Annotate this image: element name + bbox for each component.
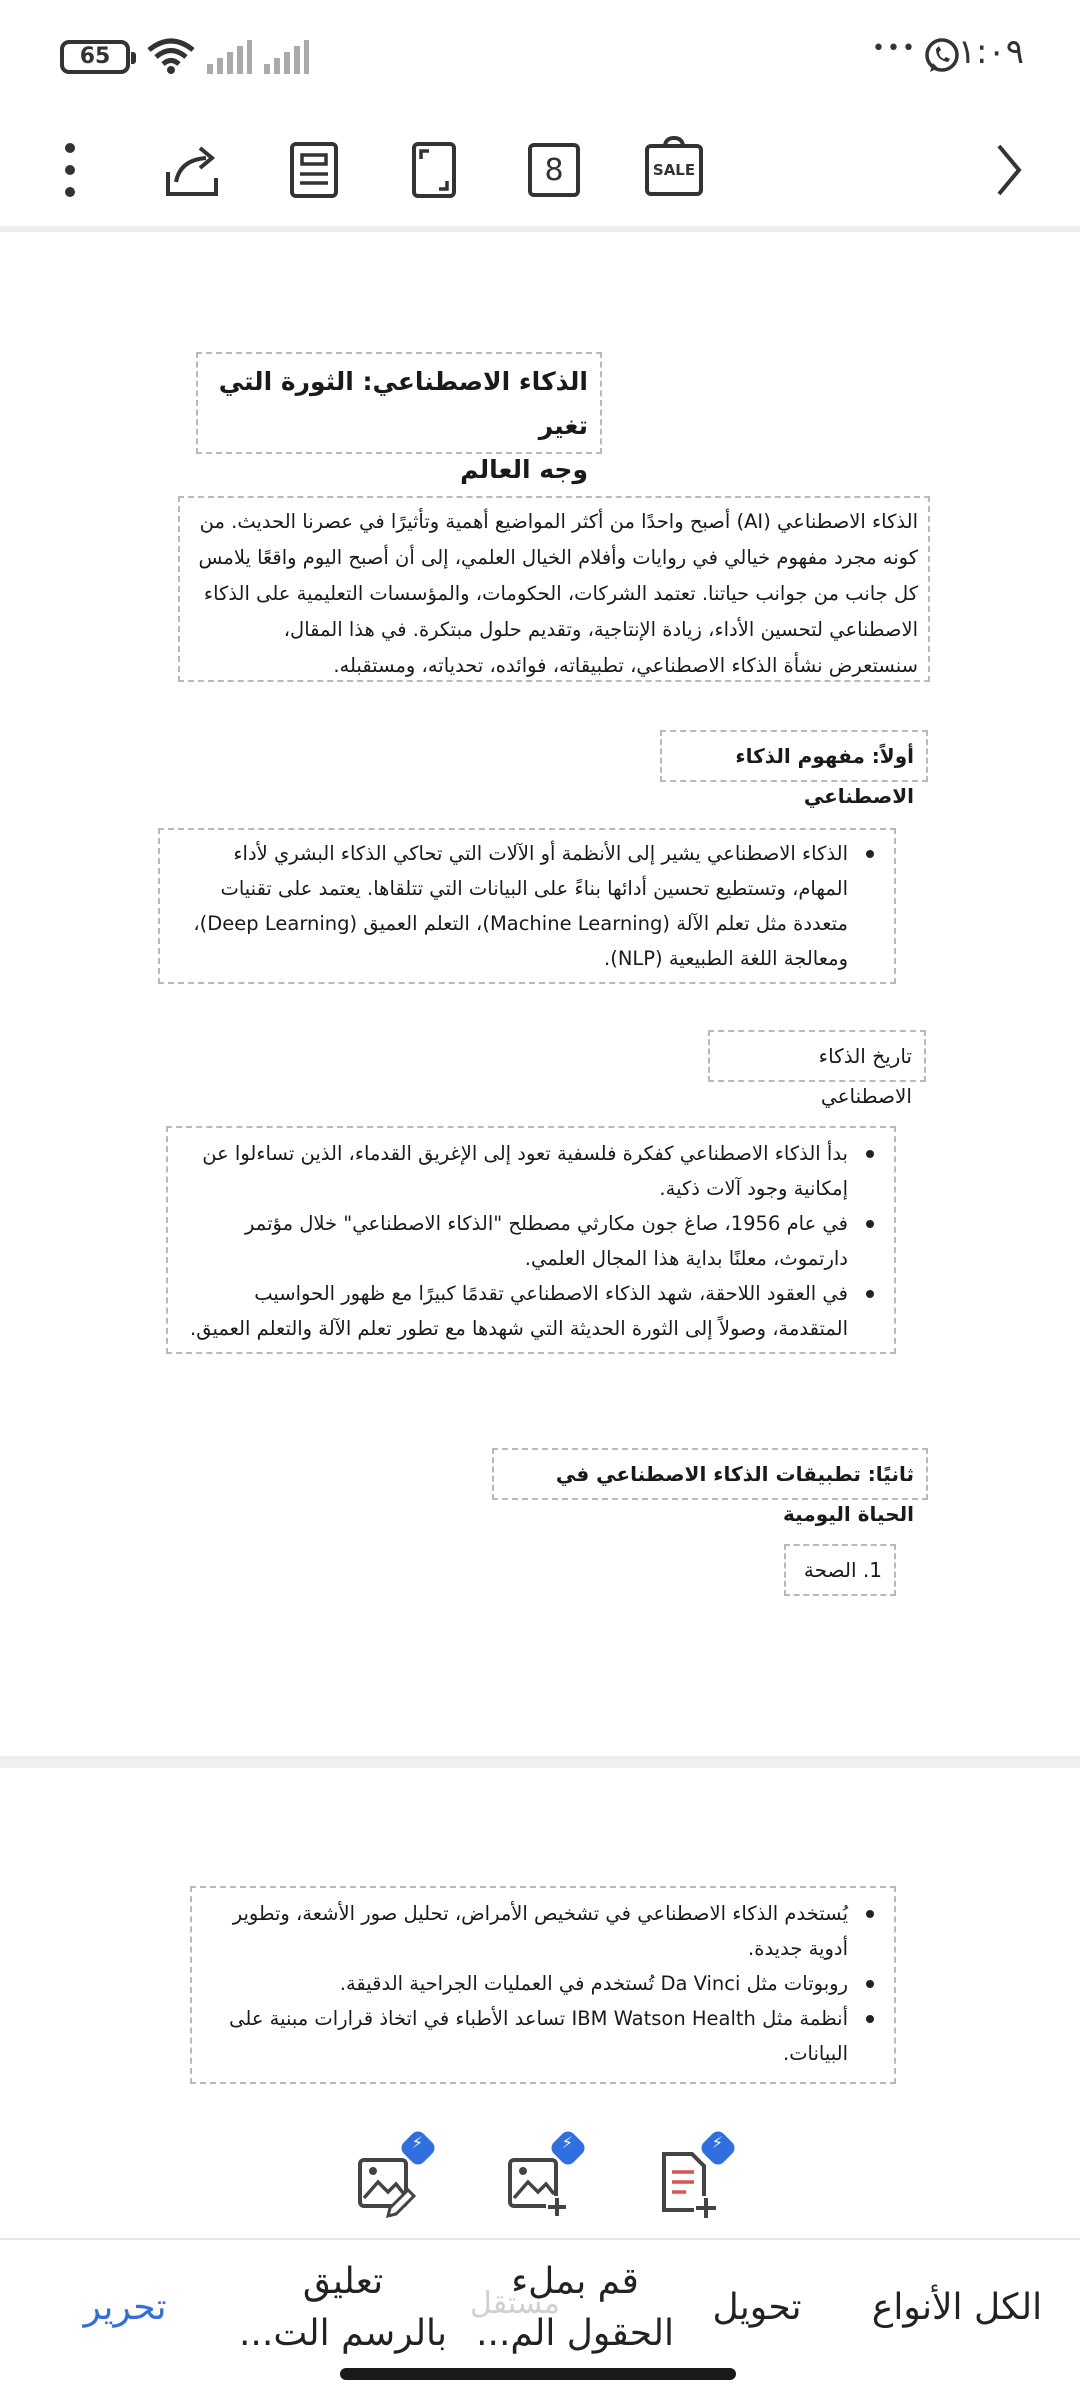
sale-button[interactable] xyxy=(630,126,718,214)
sale-label: SALE xyxy=(652,161,696,179)
list-item: روبوتات مثل Da Vinci تُستخدم في العمليات الجراحية الدقيقة. xyxy=(204,1966,882,2001)
page-count: 8 xyxy=(544,152,564,188)
list-item: في العقود اللاحقة، شهد الذكاء الاصطناعي تقدمًا كبيرًا مع ظهور الحواسيب المتقدمة، وصولاً إلى الثورة الحديثة التي شهدها مع تطور تعلم الآلة والتعلم العميق. xyxy=(180,1276,882,1346)
more-status-icon: ••• xyxy=(872,36,917,61)
forward-icon xyxy=(993,142,1023,198)
sale-icon xyxy=(645,144,703,196)
list-item: يُستخدم الذكاء الاصطناعي في تشخيص الأمراض، تحليل صور الأشعة، وتطوير أدوية جديدة. xyxy=(204,1896,882,1966)
reader-icon xyxy=(289,141,339,199)
fill-line-1: قم بملء xyxy=(511,2261,639,2302)
fill-line-2: الحقول الم... xyxy=(476,2313,674,2354)
toolbar-divider xyxy=(0,226,1080,232)
convert-tab[interactable]: تحويل xyxy=(712,2287,802,2328)
list-item: الذكاء الاصطناعي يشير إلى الأنظمة أو الآلات التي تحاكي الذكاء البشري لأداء المهام، وتستطيع تحسين أدائها بناءً على البيانات التي تتلقاها. يعتمد على تقنيات متعددة مثل تعلم الآلة (Machine Learning)، التعلم العميق (Deep Learning)، ومعالجة اللغة الطبيعية (NLP). xyxy=(172,836,882,976)
comment-draw-tab[interactable] xyxy=(228,2248,458,2368)
status-bar xyxy=(0,0,1080,110)
numbered-item-health[interactable]: 1. الصحة xyxy=(784,1544,896,1596)
comment-line-1: تعليق xyxy=(302,2261,384,2302)
share-icon xyxy=(162,142,222,198)
share-button[interactable] xyxy=(148,126,236,214)
comment-line-2: بالرسم الت... xyxy=(238,2313,448,2354)
all-types-tab[interactable]: الكل الأنواع xyxy=(871,2287,1043,2328)
edit-image-button[interactable] xyxy=(346,2142,426,2222)
health-list[interactable] xyxy=(190,1886,896,2084)
forward-button[interactable] xyxy=(964,126,1052,214)
list-item: بدأ الذكاء الاصطناعي كفكرة فلسفية تعود إلى الإغريق القدماء، الذين تساءلوا عن إمكانية وجود آلات ذكية. xyxy=(180,1136,882,1206)
more-vert-icon xyxy=(60,140,80,200)
list-item: في عام 1956، صاغ جون مكارثي مصطلح "الذكاء الاصطناعي" خلال مؤتمر دارتموث، معلنًا بداية هذا المجال العلمي. xyxy=(180,1206,882,1276)
fullscreen-button[interactable] xyxy=(390,126,478,214)
reading-mode-button[interactable] xyxy=(270,126,358,214)
whatsapp-icon xyxy=(922,36,962,76)
history-list[interactable] xyxy=(166,1126,896,1354)
fullscreen-icon xyxy=(411,141,457,199)
page-count-button[interactable] xyxy=(510,126,598,214)
intro-paragraph[interactable]: الذكاء الاصطناعي (AI) أصبح واحدًا من أكثر المواضيع أهمية وتأثيرًا في عصرنا الحديث. من كونه مجرد مفهوم خيالي في روايات وأفلام الخيال العلمي، إلى أن أصبح اليوم واقعًا يلامس كل جانب من جوانب حياتنا. تعتمد الشركات، الحكومات، والمؤسسات التعليمية على الذكاء الاصطناعي لتحسين الأداء، زيادة الإنتاجية، وتقديم حلول مبتكرة. في هذا المقال، سنستعرض نشأة الذكاء الاصطناعي، تطبيقاته، فوائده، تحدياته، ومستقبله. xyxy=(178,496,930,682)
concept-list[interactable] xyxy=(158,828,896,984)
wifi-icon xyxy=(145,36,197,76)
clock: ١:٠٩ xyxy=(957,32,1024,72)
fill-fields-tab[interactable] xyxy=(460,2248,690,2368)
battery-indicator: 65 xyxy=(60,40,130,74)
home-indicator[interactable] xyxy=(340,2368,736,2380)
signal-bars-icon xyxy=(205,36,253,76)
more-options-button[interactable] xyxy=(26,126,114,214)
bottom-bar-divider xyxy=(0,2238,1080,2240)
section-heading-concept[interactable]: أولاً: مفهوم الذكاء الاصطناعي xyxy=(660,730,928,782)
add-image-button[interactable] xyxy=(496,2142,576,2222)
section-heading-applications[interactable]: ثانيًا: تطبيقات الذكاء الاصطناعي في الحياة اليومية xyxy=(492,1448,928,1500)
page-separator xyxy=(0,1756,1080,1768)
document-title[interactable]: الذكاء الاصطناعي: الثورة التي تغير وجه العالم xyxy=(196,352,602,454)
watermark-logo: مستقل xyxy=(470,2286,560,2321)
signal-bars-2-icon xyxy=(262,36,310,76)
page-count-icon xyxy=(528,143,580,197)
list-item: أنظمة مثل IBM Watson Health تساعد الأطباء في اتخاذ قرارات مبنية على البيانات. xyxy=(204,2001,882,2071)
edit-tab[interactable]: تحرير xyxy=(83,2287,167,2328)
toolbar xyxy=(0,110,1080,230)
add-pdf-button[interactable] xyxy=(646,2142,726,2222)
history-heading[interactable]: تاريخ الذكاء الاصطناعي xyxy=(708,1030,926,1082)
